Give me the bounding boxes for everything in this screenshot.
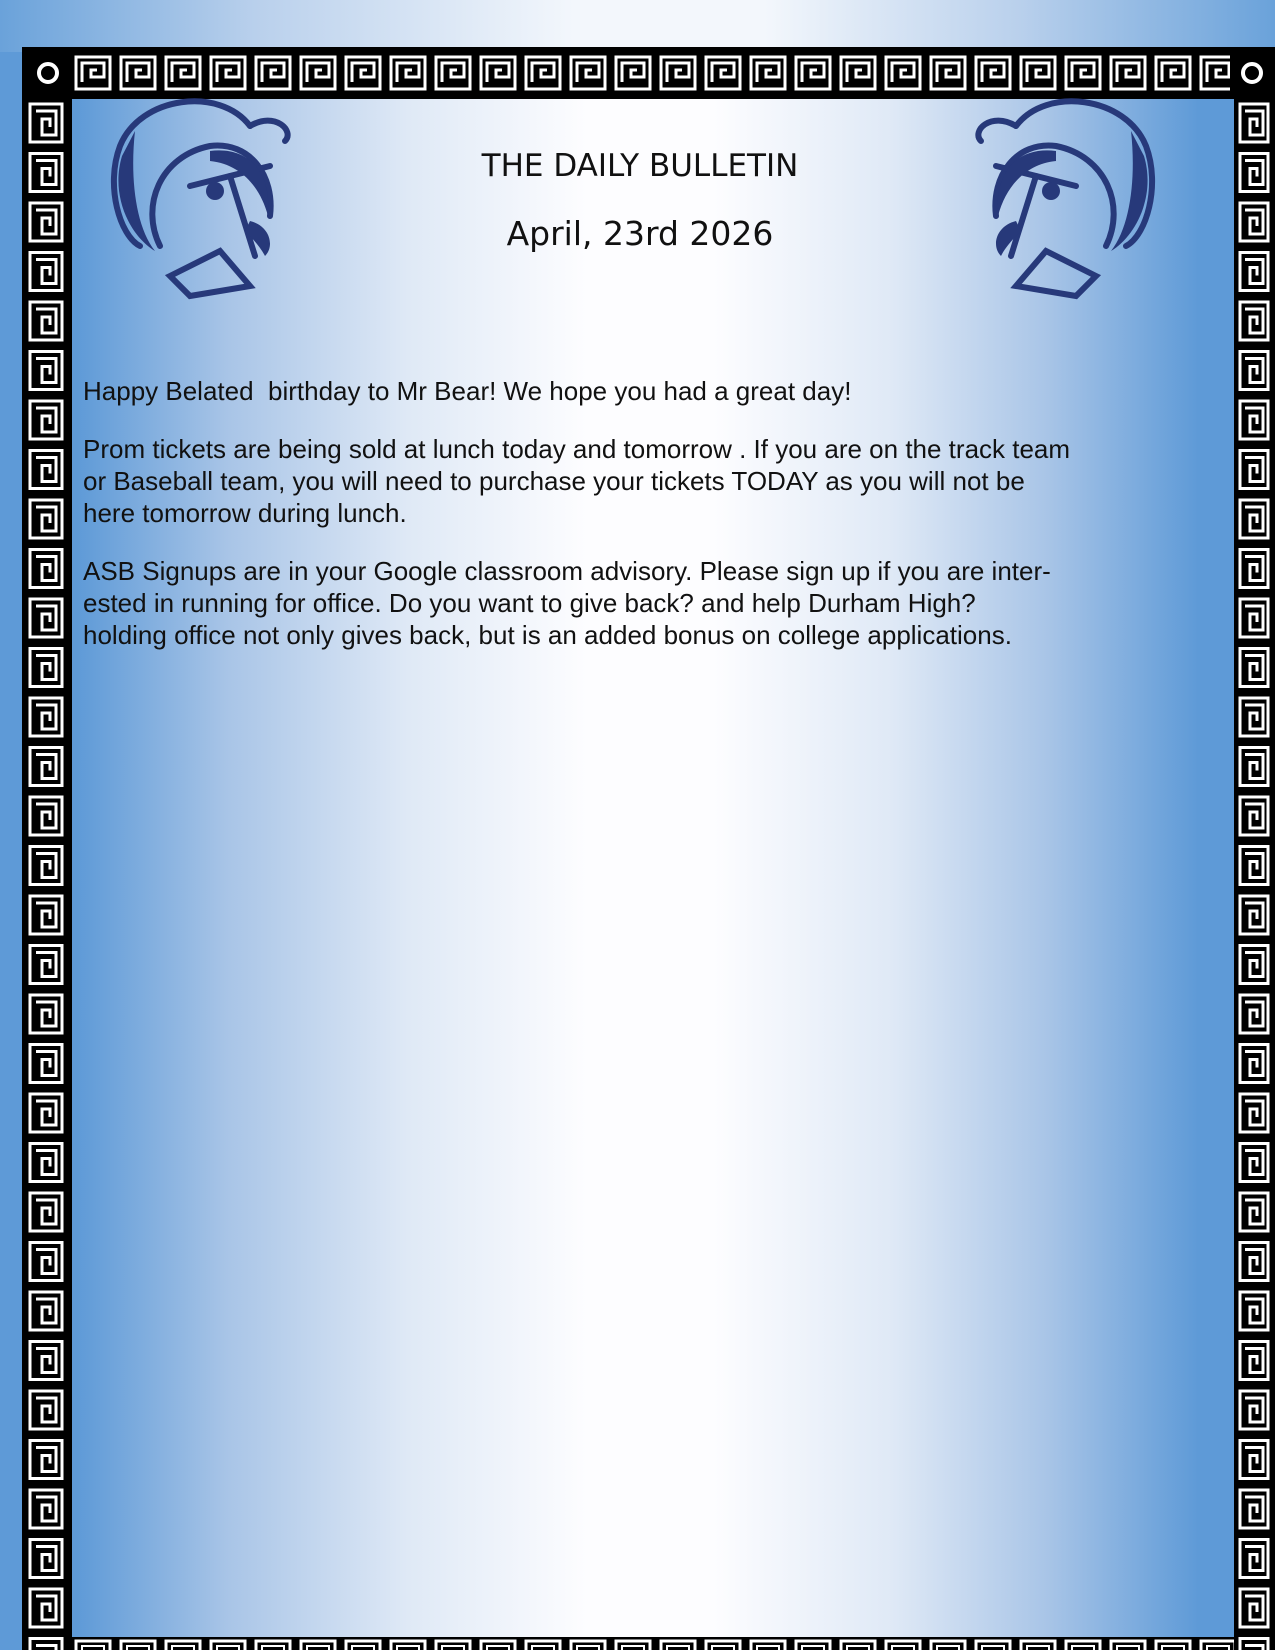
announcement-prom-tickets (83, 433, 1208, 529)
top-background-strip (0, 0, 1275, 52)
announcement-line: Happy Belated birthday to Mr Bear! We hope you had a great day! (83, 376, 852, 406)
corner-ring-icon (1234, 55, 1270, 91)
bulletin-date: April, 23rd 2026 (506, 214, 774, 253)
page-title: THE DAILY BULLETIN (481, 148, 799, 184)
border-right (1234, 99, 1275, 1650)
announcement-line: ASB Signups are in your Google classroom advisory. Please sign up if you are inter- (83, 556, 1051, 586)
border-bottom (22, 1637, 1275, 1650)
border-left (22, 99, 72, 1650)
announcement-line: here tomorrow during lunch. (83, 498, 407, 528)
announcement-asb-signups (83, 555, 1208, 651)
announcement-line: holding office not only gives back, but is an added bonus on college applications. (83, 620, 1012, 650)
announcement-line: ested in running for office. Do you want to give back? and help Durham High? (83, 588, 976, 618)
announcement-line: or Baseball team, you will need to purchase your tickets TODAY as you will not be (83, 466, 1025, 496)
announcements (83, 375, 1208, 677)
trojan-helmet-icon (966, 86, 1166, 306)
announcement-birthday (83, 375, 1208, 407)
corner-ring-icon (30, 55, 66, 91)
announcement-line: Prom tickets are being sold at lunch today and tomorrow . If you are on the track team (83, 434, 1071, 464)
trojan-helmet-icon (100, 86, 300, 306)
